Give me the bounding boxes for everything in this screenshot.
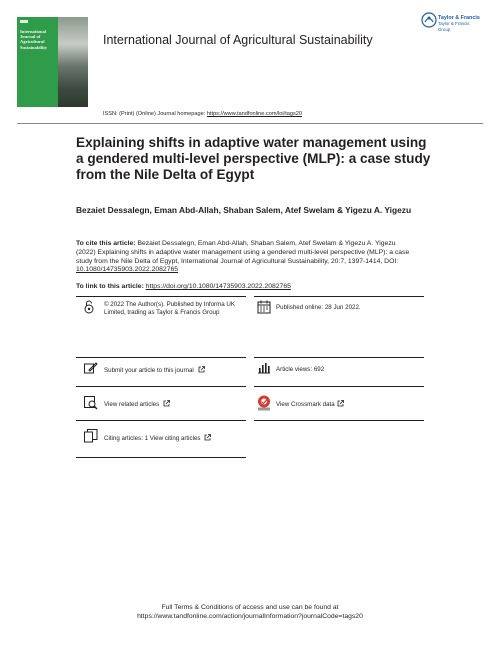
citation bbox=[76, 240, 416, 275]
journal-homepage-link[interactable]: https://www.tandfonline.com/loi/tags20 bbox=[206, 111, 302, 117]
submit-article-link[interactable] bbox=[104, 366, 205, 375]
info-top-rule bbox=[76, 296, 246, 297]
copyright-text: © 2022 The Author(s). Published by Informa UK Limited, trading as Taylor & Francis Group bbox=[104, 301, 236, 316]
citation-text: Bezaiet Dessalegn, Eman Abd-Allah, Shaban Salem, Atef Swelam & Yigezu A. Yigezu (2022) Explaining shifts in adaptive water management using a gendered multi-level perspective (MLP): a case study from the Nile Delta of Egypt, International Journal of Agricultural Sustainability, 20:7, 1397-1414, DOI: bbox=[76, 240, 410, 265]
submit-article-text: Submit your article to this journal bbox=[104, 367, 194, 374]
cover-title: International Journal of Agricultural Sustainability bbox=[20, 29, 48, 50]
logo-icon bbox=[421, 12, 437, 28]
journal-cover bbox=[17, 17, 88, 107]
external-link-icon bbox=[198, 366, 205, 373]
external-link-icon bbox=[204, 434, 211, 441]
article-title: Explaining shifts in adaptive water management using a gendered multi-level perspective (MLP): a case study from the Nile Delta of Egypt bbox=[76, 135, 431, 182]
publisher-logo bbox=[421, 12, 481, 32]
info-rule-1 bbox=[76, 357, 246, 358]
related-articles-text: View related articles bbox=[104, 401, 160, 408]
link-label: To link to this article: bbox=[76, 283, 146, 290]
footer-terms: Full Terms & Conditions of access and use can be found at bbox=[161, 604, 339, 611]
citation-label: To cite this article: bbox=[76, 240, 136, 247]
issn-line bbox=[103, 111, 302, 117]
footer-url[interactable]: https://www.tandfonline.com/action/journalInformation?journalCode=tags20 bbox=[137, 613, 363, 620]
crossmark-text: View Crossmark data bbox=[276, 401, 335, 408]
logo-group: Taylor & Francis Group bbox=[438, 21, 470, 32]
info-rule-2-right bbox=[254, 386, 424, 387]
article-views: Article views: 692 bbox=[276, 366, 325, 373]
crossmark-icon bbox=[257, 395, 271, 411]
cover-photo bbox=[58, 17, 88, 107]
footer bbox=[0, 603, 500, 621]
citing-articles-icon bbox=[84, 429, 98, 443]
citing-articles-link[interactable] bbox=[104, 434, 211, 443]
article-link-line bbox=[76, 283, 291, 290]
related-articles-icon bbox=[84, 396, 98, 410]
published-date: Published online: 28 Jun 2022. bbox=[276, 304, 361, 311]
edit-icon bbox=[84, 362, 98, 374]
info-rule-1-right bbox=[254, 357, 424, 358]
related-articles-link[interactable] bbox=[104, 400, 170, 409]
bar-chart-icon bbox=[257, 362, 271, 374]
article-doi-url[interactable]: https://doi.org/10.1080/14735903.2022.2082765 bbox=[145, 283, 291, 290]
citing-articles-text: Citing articles: 1 View citing articles bbox=[104, 435, 201, 442]
info-rule-4 bbox=[76, 457, 246, 458]
doi-link[interactable]: 10.1080/14735903.2022.2082765 bbox=[76, 266, 179, 274]
article-authors: Bezaiet Dessalegn, Eman Abd-Allah, Shaban Salem, Atef Swelam & Yigezu A. Yigezu bbox=[76, 205, 412, 215]
open-access-icon bbox=[84, 300, 94, 314]
logo-name: Taylor & Francis bbox=[438, 15, 480, 21]
info-rule-3 bbox=[76, 420, 246, 421]
info-rule-3-right bbox=[254, 420, 424, 421]
crossmark-link[interactable] bbox=[276, 400, 344, 409]
external-link-icon bbox=[337, 400, 344, 407]
external-link-icon bbox=[163, 400, 170, 407]
issn-text: ISSN: (Print) (Online) Journal homepage: bbox=[103, 111, 207, 117]
journal-title: International Journal of Agricultural Sustainability bbox=[103, 33, 373, 47]
calendar-icon bbox=[257, 300, 271, 314]
info-rule-2 bbox=[76, 386, 246, 387]
info-top-rule-right bbox=[254, 296, 424, 297]
header-rule bbox=[17, 123, 483, 124]
